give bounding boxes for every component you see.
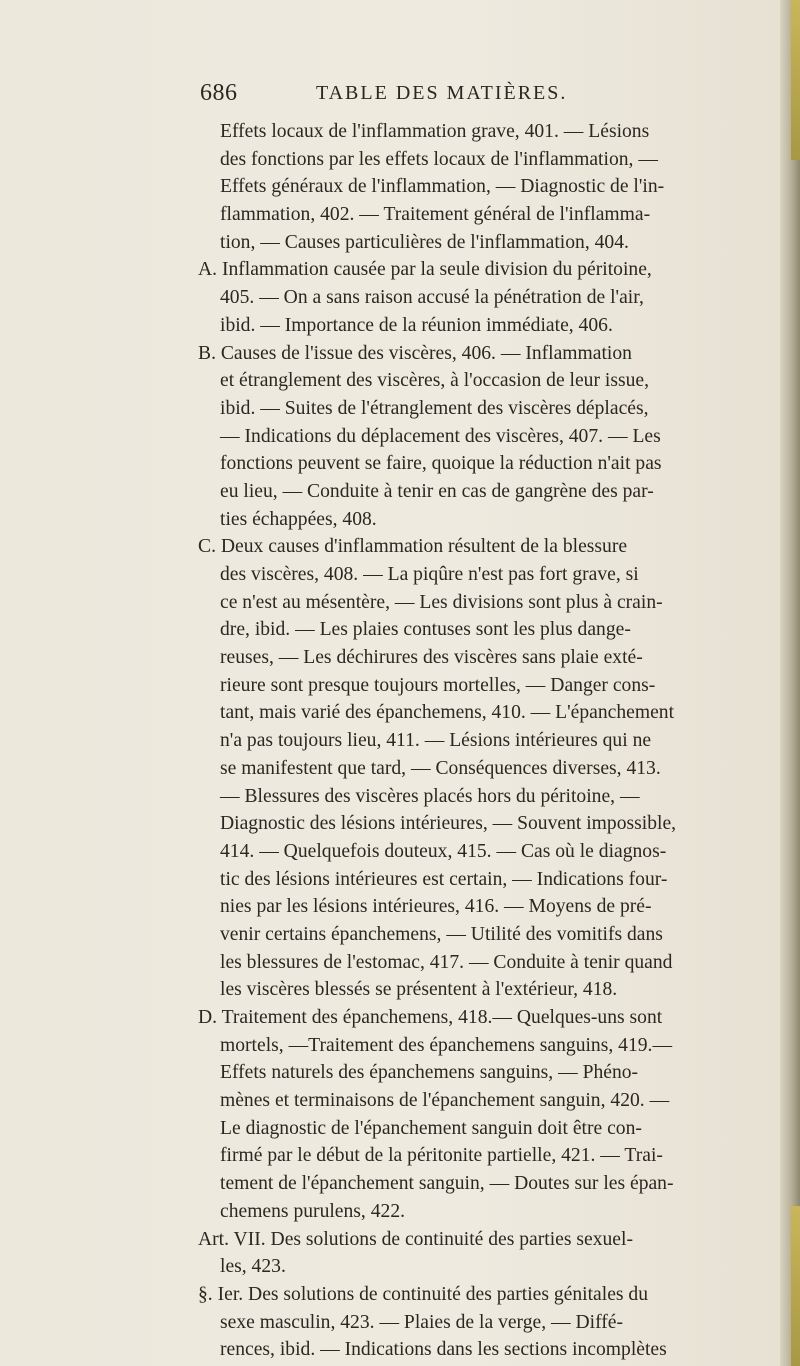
text-line: sexe masculin, 423. — Plaies de la verge, — Diffé-	[220, 1311, 624, 1333]
text-line: tion, — Causes particulières de l'inflammation, 404.	[220, 231, 629, 253]
text-line: — Blessures des viscères placés hors du péritoine, —	[220, 785, 640, 807]
text-line: les viscères blessés se présentent à l'extérieur, 418.	[220, 979, 618, 1001]
page-header	[200, 80, 760, 110]
text-line: 414. — Quelquefois douteux, 415. — Cas où le diagnos-	[220, 840, 667, 862]
text-line: Diagnostic des lésions intérieures, — Souvent impossible,	[220, 813, 677, 835]
text-line: des viscères, 408. — La piqûre n'est pas fort grave, si	[220, 564, 639, 585]
text-line: D. Traitement des épanchemens, 418.— Quelques-uns sont	[198, 1007, 663, 1028]
text-line: A. Inflammation causée par la seule division du péritoine,	[198, 259, 652, 281]
text-line: se manifestent que tard, — Conséquences diverses, 413.	[220, 757, 661, 779]
text-line: Art. VII. Des solutions de continuité des parties sexuel-	[198, 1228, 633, 1250]
text-line: les blessures de l'estomac, 417. — Conduite à tenir quand	[220, 951, 673, 973]
binding-tab-top	[791, 0, 800, 160]
text-line: dre, ibid. — Les plaies contuses sont les plus dange-	[220, 619, 631, 641]
text-line: tant, mais varié des épanchemens, 410. — L'épanchement	[220, 702, 675, 724]
text-line: nies par les lésions intérieures, 416. — Moyens de pré-	[220, 896, 652, 918]
text-line: ibid. — Importance de la réunion immédiate, 406.	[220, 314, 613, 336]
text-line: Effets généraux de l'inflammation, — Diagnostic de l'in-	[220, 176, 665, 198]
text-line: reuses, — Les déchirures des viscères sans plaie exté-	[220, 647, 643, 669]
page-edge	[780, 0, 800, 1366]
page-number: 686	[200, 80, 238, 106]
text-line: ibid. — Suites de l'étranglement des viscères déplacés,	[220, 397, 649, 419]
text-line: Effets locaux de l'inflammation grave, 401. — Lésions	[220, 121, 650, 142]
binding-tab-bottom	[791, 1206, 800, 1366]
text-line: Le diagnostic de l'épanchement sanguin doit être con-	[220, 1117, 642, 1139]
text-line: §. Ier. Des solutions de continuité des parties génitales du	[198, 1283, 649, 1305]
text-line: venir certains épanchemens, — Utilité des vomitifs dans	[220, 923, 663, 945]
text-line: mortels, —Traitement des épanchemens sanguins, 419.—	[220, 1034, 673, 1056]
text-line: flammation, 402. — Traitement général de l'inflamma-	[220, 204, 651, 226]
running-title: TABLE DES MATIÈRES.	[316, 82, 568, 104]
text-line: mènes et terminaisons de l'épanchement sanguin, 420. —	[220, 1090, 670, 1112]
text-line: ce n'est au mésentère, — Les divisions sont plus à crain-	[220, 591, 663, 613]
text-line: chemens purulens, 422.	[220, 1200, 406, 1222]
text-line: les, 423.	[220, 1256, 286, 1278]
table-of-contents-text	[198, 118, 768, 1364]
text-line: tement de l'épanchement sanguin, — Doutes sur les épan-	[220, 1173, 674, 1195]
text-line: tic des lésions intérieures est certain, — Indications four-	[220, 868, 668, 890]
text-line: — Indications du déplacement des viscères, 407. — Les	[220, 425, 661, 447]
text-line: fonctions peuvent se faire, quoique la réduction n'ait pas	[220, 453, 662, 475]
text-line: Effets naturels des épanchemens sanguins, — Phéno-	[220, 1062, 639, 1084]
text-line: des fonctions par les effets locaux de l'inflammation, —	[220, 148, 658, 170]
text-line: et étranglement des viscères, à l'occasion de leur issue,	[220, 370, 649, 392]
text-line: firmé par le début de la péritonite partielle, 421. — Trai-	[220, 1145, 663, 1167]
text-line: n'a pas toujours lieu, 411. — Lésions intérieures qui ne	[220, 730, 652, 752]
text-line: rences, ibid. — Indications dans les sections incomplètes	[220, 1339, 667, 1361]
text-line: ties échappées, 408.	[220, 508, 377, 530]
text-line: rieure sont presque toujours mortelles, — Danger cons-	[220, 674, 656, 696]
text-line: 405. — On a sans raison accusé la pénétration de l'air,	[220, 287, 644, 309]
text-line: eu lieu, — Conduite à tenir en cas de gangrène des par-	[220, 480, 654, 502]
text-line: C. Deux causes d'inflammation résultent de la blessure	[198, 536, 628, 558]
text-line: B. Causes de l'issue des viscères, 406. — Inflammation	[198, 342, 632, 364]
